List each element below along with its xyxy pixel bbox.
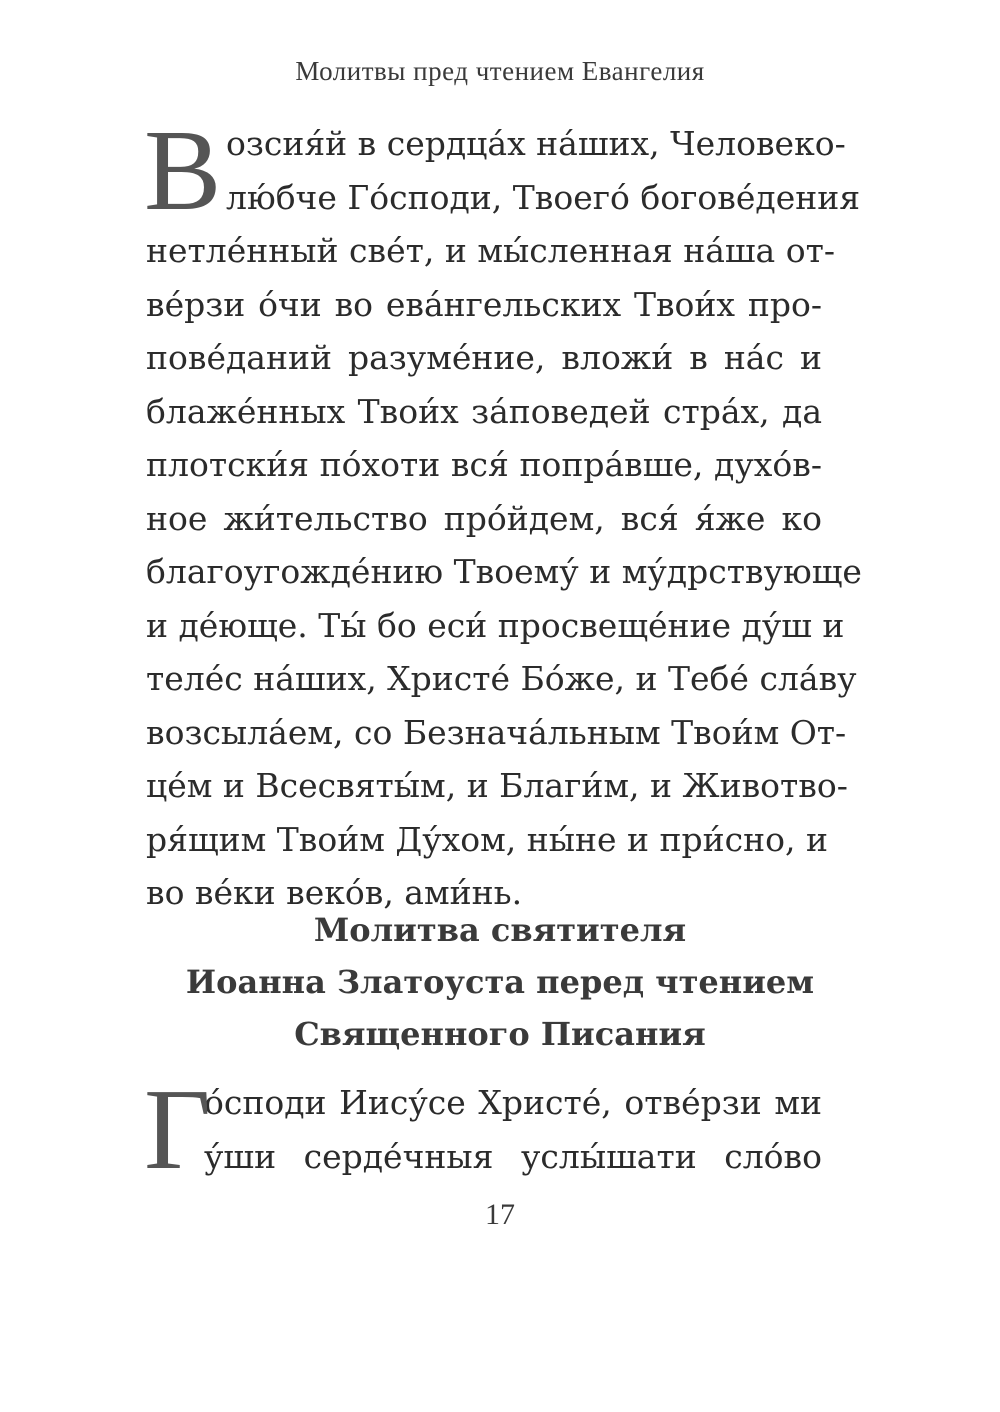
heading-line: Священного Писания — [294, 1015, 706, 1053]
text-line: и де́юще. Ты́ бо еси́ просвеще́ние ду́ш и — [146, 605, 845, 645]
text-line: у́ши серде́чныя услы́шати сло́во — [204, 1136, 822, 1176]
text-line: ное жи́тельство про́йдем, вся́ я́же ко — [146, 498, 822, 538]
text-line: це́м и Всесвяты́м, и Благи́м, и Животво- — [146, 766, 848, 805]
prayer-one — [144, 107, 862, 920]
section-heading — [0, 904, 1000, 1060]
heading-line: Иоанна Златоуста перед чтением — [185, 963, 815, 1001]
drop-cap: В — [144, 107, 222, 235]
prayer-two — [144, 1066, 822, 1194]
text-line-last: во ве́ки веко́в, ами́нь. — [146, 873, 523, 912]
text-line: ря́щим Твои́м Ду́хом, ны́не и при́сно, и — [146, 819, 828, 859]
text-line: лю́бче Го́споди, Твоего́ богове́дения — [226, 177, 861, 217]
drop-cap: Г — [144, 1066, 212, 1194]
text-line: теле́с на́ших, Христе́ Бо́же, и Тебе́ сла́ву — [146, 659, 857, 698]
text-line: возсыла́ем, со Безнача́льным Твои́м От- — [146, 712, 847, 752]
heading-line: Молитва святителя — [313, 911, 687, 949]
text-line: благоугожде́нию Твоему́ и му́дрствующе — [146, 552, 862, 591]
text-line: нетле́нный све́т, и мы́сленная на́ша от- — [146, 231, 835, 270]
text-line: блаже́нных Твои́х за́поведей стра́х, да — [146, 391, 822, 431]
page-number: 17 — [485, 1198, 515, 1231]
text-line: плотски́я по́хоти вся́ попра́вше, духо́в- — [146, 445, 822, 484]
running-head: Молитвы пред чтением Евангелия — [295, 56, 705, 86]
text-line: пове́даний разуме́ние, вложи́ в на́с и — [146, 338, 822, 377]
text-line: озсия́й в сердца́х на́ших, Человеко- — [226, 124, 846, 163]
text-line: ве́рзи о́чи во ева́нгельских Твои́х про- — [146, 284, 822, 324]
text-line: о́споди Иису́се Христе́, отве́рзи ми — [204, 1083, 822, 1122]
